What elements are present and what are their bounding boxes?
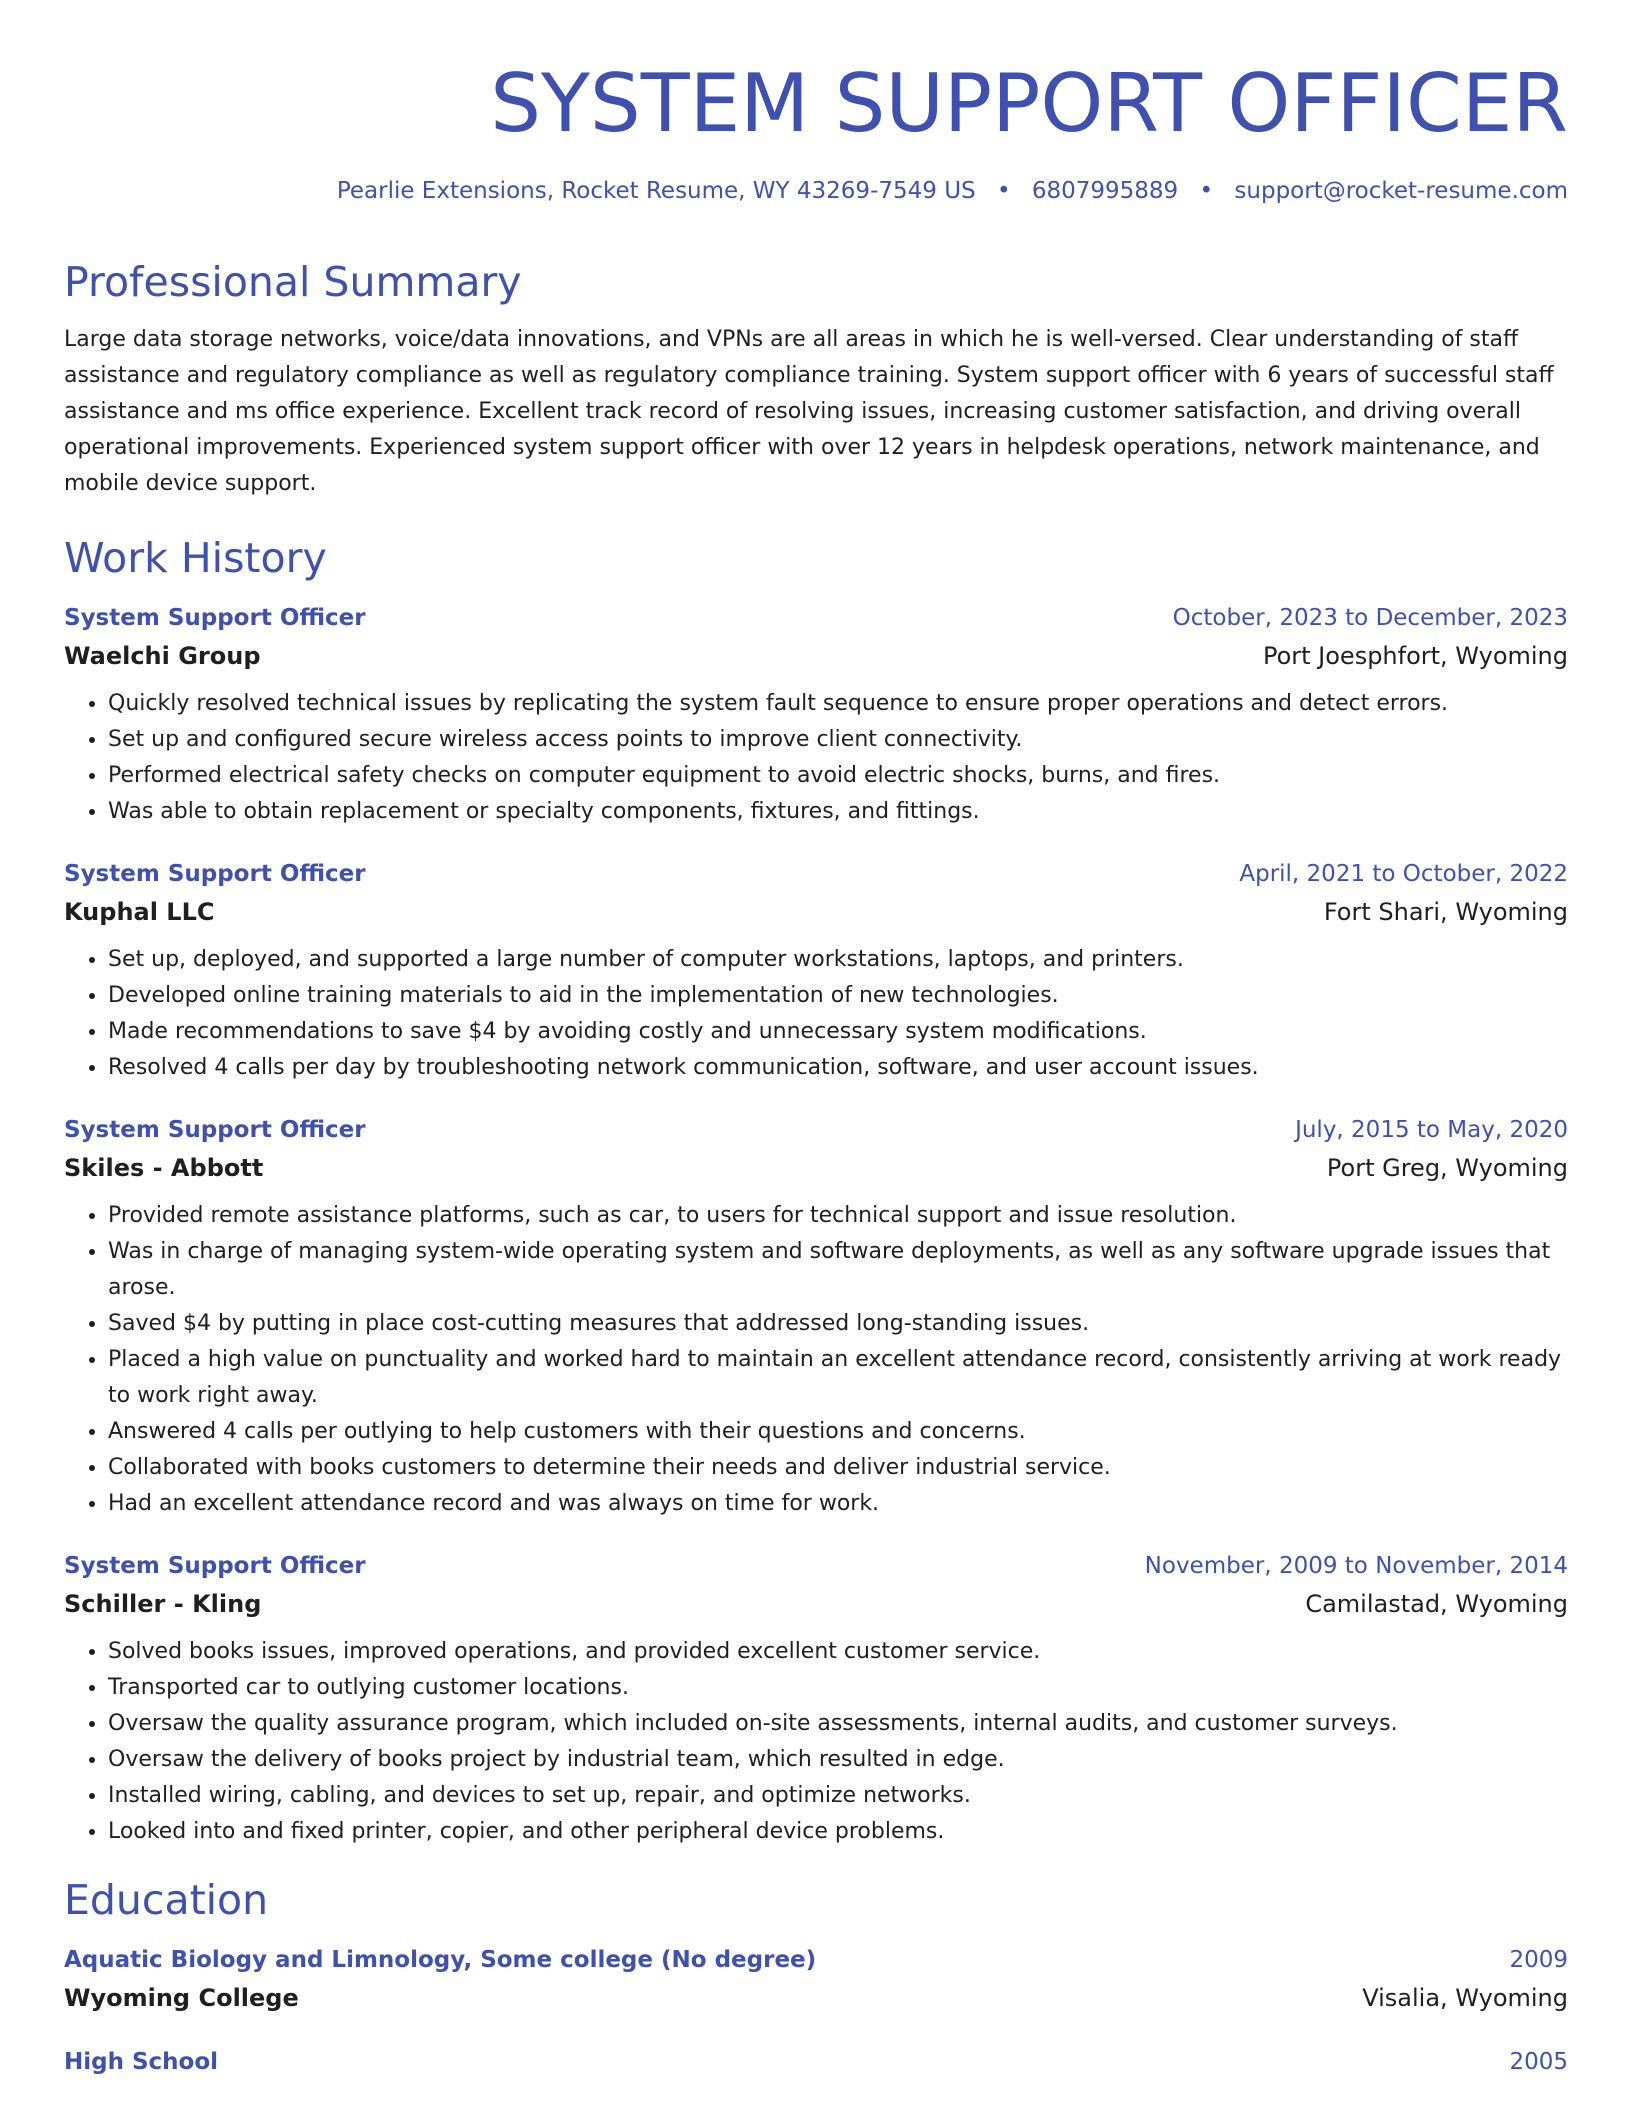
job-location: Camilastad, Wyoming xyxy=(1305,1590,1568,1618)
summary-text: Large data storage networks, voice/data innovations, and VPNs are all areas in which he is well-versed. Clear understanding of staff assistance and regulatory compliance as well as regulatory compliance training. System support officer with 6 years of successful staff assistance and ms office experience. Excellent track record of resolving issues, increasing customer satisfaction, and driving overall operational improvements. Experienced system support officer with over 12 years in helpdesk operations, network maintenance, and mobile device support. xyxy=(64,327,1554,496)
summary-heading: Professional Summary xyxy=(64,258,522,306)
job-company: Kuphal LLC xyxy=(64,898,215,926)
job-bullet: • Transported car to outlying customer locations. xyxy=(108,1670,1568,1706)
job-title: System Support Officer xyxy=(64,1117,366,1143)
job-bullet: • Resolved 4 calls per day by troubleshooting network communication, software, and user account issues. xyxy=(108,1050,1568,1086)
education-year: 2005 xyxy=(1509,2049,1568,2075)
job-entry xyxy=(64,1112,1568,1522)
education-location: Visalia, Wyoming xyxy=(1362,1984,1568,2012)
education-school: Wyoming College xyxy=(64,1984,299,2012)
contact-line xyxy=(64,176,1568,206)
job-title: System Support Officer xyxy=(64,861,366,887)
job-location: Port Joesphfort, Wyoming xyxy=(1262,642,1568,670)
job-bullet: • Developed online training materials to aid in the implementation of new technologies. xyxy=(108,978,1568,1014)
job-bullet: • Oversaw the delivery of books project by industrial team, which resulted in edge. xyxy=(108,1742,1568,1778)
job-bullets xyxy=(64,942,1568,1086)
job-entry xyxy=(64,856,1568,1086)
job-bullet: • Installed wiring, cabling, and devices to set up, repair, and optimize networks. xyxy=(108,1778,1568,1814)
job-bullets xyxy=(64,686,1568,830)
job-company: Waelchi Group xyxy=(64,642,261,670)
education-entry xyxy=(64,1942,1568,2018)
job-bullet: • Provided remote assistance platforms, such as car, to users for technical support and issue resolution. xyxy=(108,1198,1568,1234)
job-company: Schiller - Kling xyxy=(64,1590,262,1618)
work-history-heading: Work History xyxy=(64,534,327,582)
contact-separator: • xyxy=(1199,178,1214,204)
job-entry xyxy=(64,600,1568,830)
education-entry xyxy=(64,2044,1568,2080)
contact-address: Pearlie Extensions, Rocket Resume, WY 43269-7549 US xyxy=(336,178,976,204)
job-bullet: • Set up and configured secure wireless access points to improve client connectivity. xyxy=(108,722,1568,758)
resume-page xyxy=(64,0,1568,2080)
job-dates: April, 2021 to October, 2022 xyxy=(1239,861,1568,887)
job-bullet: • Had an excellent attendance record and was always on time for work. xyxy=(108,1486,1568,1522)
job-bullets xyxy=(64,1198,1568,1522)
job-entry xyxy=(64,1548,1568,1850)
job-bullet: • Was able to obtain replacement or specialty components, fixtures, and fittings. xyxy=(108,794,1568,830)
job-bullet: • Set up, deployed, and supported a large number of computer workstations, laptops, and printers. xyxy=(108,942,1568,978)
job-dates: November, 2009 to November, 2014 xyxy=(1144,1553,1568,1579)
contact-email: support@rocket-resume.com xyxy=(1234,178,1568,204)
job-company: Skiles - Abbott xyxy=(64,1154,264,1182)
job-title: System Support Officer xyxy=(64,1553,366,1579)
job-bullet: • Made recommendations to save $4 by avoiding costly and unnecessary system modifications. xyxy=(108,1014,1568,1050)
education-heading: Education xyxy=(64,1876,269,1924)
job-bullet: • Was in charge of managing system-wide operating system and software deployments, as well as any software upgrade issues that arose. xyxy=(108,1234,1568,1306)
job-bullet: • Oversaw the quality assurance program, which included on-site assessments, internal audits, and customer surveys. xyxy=(108,1706,1568,1742)
job-location: Port Greg, Wyoming xyxy=(1326,1154,1568,1182)
job-dates: July, 2015 to May, 2020 xyxy=(1295,1117,1568,1143)
job-dates: October, 2023 to December, 2023 xyxy=(1172,605,1568,631)
education-year: 2009 xyxy=(1509,1947,1568,1973)
contact-separator: • xyxy=(996,178,1011,204)
job-bullet: • Placed a high value on punctuality and worked hard to maintain an excellent attendance record, consistently arriving at work ready to work right away. xyxy=(108,1342,1568,1414)
job-location: Fort Shari, Wyoming xyxy=(1323,898,1568,926)
job-bullet: • Solved books issues, improved operations, and provided excellent customer service. xyxy=(108,1634,1568,1670)
education-degree: High School xyxy=(64,2049,219,2075)
job-title: System Support Officer xyxy=(64,605,366,631)
contact-phone: 6807995889 xyxy=(1031,178,1179,204)
job-bullets xyxy=(64,1634,1568,1850)
job-bullet: • Answered 4 calls per outlying to help customers with their questions and concerns. xyxy=(108,1414,1568,1450)
job-bullet: • Quickly resolved technical issues by replicating the system fault sequence to ensure proper operations and detect errors. xyxy=(108,686,1568,722)
resume-name: SYSTEM SUPPORT OFFICER xyxy=(490,57,1568,150)
job-bullet: • Saved $4 by putting in place cost-cutting measures that addressed long-standing issues. xyxy=(108,1306,1568,1342)
education-degree: Aquatic Biology and Limnology, Some college (No degree) xyxy=(64,1947,817,1973)
job-bullet: • Looked into and fixed printer, copier, and other peripheral device problems. xyxy=(108,1814,1568,1850)
job-bullet: • Performed electrical safety checks on computer equipment to avoid electric shocks, burns, and fires. xyxy=(108,758,1568,794)
job-bullet: • Collaborated with books customers to determine their needs and deliver industrial service. xyxy=(108,1450,1568,1486)
